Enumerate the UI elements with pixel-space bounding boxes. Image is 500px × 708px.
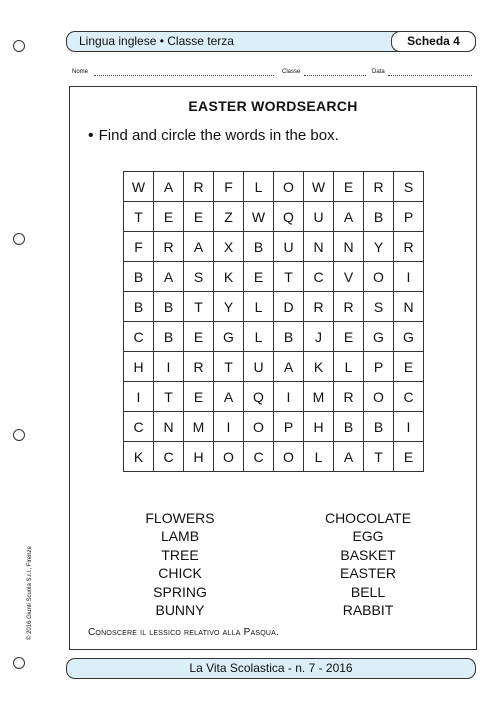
grid-cell[interactable]: C bbox=[304, 262, 334, 292]
word-item: BUNNY bbox=[155, 602, 205, 619]
footer-band: La Vita Scolastica - n. 7 - 2016 bbox=[66, 658, 476, 679]
binder-hole-middle-lower bbox=[13, 429, 25, 441]
grid-cell[interactable]: T bbox=[364, 442, 394, 472]
grid-cell[interactable]: I bbox=[214, 412, 244, 442]
grid-cell[interactable]: W bbox=[244, 202, 274, 232]
grid-cell[interactable]: S bbox=[364, 292, 394, 322]
grid-cell[interactable]: L bbox=[244, 292, 274, 322]
grid-cell[interactable]: T bbox=[274, 262, 304, 292]
grid-cell[interactable]: E bbox=[394, 442, 424, 472]
grid-cell[interactable]: A bbox=[334, 202, 364, 232]
grid-cell[interactable]: B bbox=[334, 412, 364, 442]
word-item: RABBIT bbox=[342, 602, 394, 619]
binder-hole-top bbox=[13, 40, 25, 52]
grid-cell[interactable]: W bbox=[124, 172, 154, 202]
grid-cell[interactable]: R bbox=[394, 232, 424, 262]
grid-cell[interactable]: F bbox=[124, 232, 154, 262]
grid-cell[interactable]: A bbox=[274, 352, 304, 382]
grid-cell[interactable]: A bbox=[154, 262, 184, 292]
word-list-left bbox=[130, 509, 230, 619]
grid-cell[interactable]: Y bbox=[214, 292, 244, 322]
grid-cell[interactable]: N bbox=[394, 292, 424, 322]
word-item: SPRING bbox=[153, 583, 207, 600]
copyright-notice: © 2016 Giunti Scuola S.r.l., Firenze bbox=[27, 546, 33, 640]
grid-cell[interactable]: O bbox=[244, 412, 274, 442]
header-band bbox=[66, 31, 476, 52]
grid-cell[interactable]: E bbox=[244, 262, 274, 292]
grid-cell[interactable]: O bbox=[214, 442, 244, 472]
grid-cell[interactable]: P bbox=[394, 202, 424, 232]
grid-cell[interactable]: R bbox=[334, 292, 364, 322]
grid-cell[interactable]: I bbox=[394, 412, 424, 442]
grid-cell[interactable]: M bbox=[304, 382, 334, 412]
learning-objective: Conoscere il lessico relativo alla Pasqua. bbox=[88, 627, 279, 638]
word-item: CHICK bbox=[158, 565, 202, 582]
word-item: EGG bbox=[352, 528, 384, 545]
grid-cell[interactable]: G bbox=[394, 322, 424, 352]
date-line[interactable] bbox=[388, 75, 472, 76]
grid-row bbox=[124, 202, 424, 232]
grid-cell[interactable]: I bbox=[124, 382, 154, 412]
name-label: Nome bbox=[72, 69, 89, 75]
worksheet-number: Scheda 4 bbox=[391, 31, 476, 52]
grid-cell[interactable]: A bbox=[154, 172, 184, 202]
grid-cell[interactable]: A bbox=[334, 442, 364, 472]
bullet-icon: • bbox=[88, 127, 94, 144]
grid-cell[interactable]: X bbox=[214, 232, 244, 262]
grid-cell[interactable]: G bbox=[364, 322, 394, 352]
worksheet-title: EASTER WORDSEARCH bbox=[188, 98, 358, 114]
subject-label: Lingua inglese • Classe terza bbox=[79, 34, 234, 48]
grid-cell[interactable]: U bbox=[274, 232, 304, 262]
grid-cell[interactable]: H bbox=[124, 352, 154, 382]
grid-cell[interactable]: T bbox=[184, 292, 214, 322]
word-item: EASTER bbox=[339, 565, 396, 582]
grid-cell[interactable]: U bbox=[244, 352, 274, 382]
binder-hole-middle-upper bbox=[13, 233, 25, 245]
grid-cell[interactable]: Q bbox=[274, 202, 304, 232]
grid-cell[interactable]: R bbox=[184, 352, 214, 382]
grid-cell[interactable]: Z bbox=[214, 202, 244, 232]
grid-cell[interactable]: C bbox=[124, 322, 154, 352]
grid-cell[interactable]: C bbox=[244, 442, 274, 472]
class-label: Classe bbox=[282, 69, 301, 75]
grid-row bbox=[124, 412, 424, 442]
grid-cell[interactable]: I bbox=[394, 262, 424, 292]
grid-cell[interactable]: E bbox=[184, 322, 214, 352]
grid-cell[interactable]: L bbox=[244, 322, 274, 352]
grid-cell[interactable]: D bbox=[274, 292, 304, 322]
grid-cell[interactable]: Q bbox=[244, 382, 274, 412]
grid-cell[interactable]: B bbox=[124, 262, 154, 292]
grid-cell[interactable]: O bbox=[364, 262, 394, 292]
word-item: BELL bbox=[350, 583, 386, 600]
grid-cell[interactable]: I bbox=[274, 382, 304, 412]
word-item: LAMB bbox=[160, 528, 200, 545]
grid-cell[interactable]: G bbox=[214, 322, 244, 352]
grid-cell[interactable]: B bbox=[244, 232, 274, 262]
instruction bbox=[88, 127, 339, 145]
grid-cell[interactable]: N bbox=[154, 412, 184, 442]
grid-cell[interactable]: T bbox=[214, 352, 244, 382]
grid-cell[interactable]: M bbox=[184, 412, 214, 442]
grid-cell[interactable]: C bbox=[154, 442, 184, 472]
grid-cell[interactable]: U bbox=[304, 202, 334, 232]
class-line[interactable] bbox=[304, 75, 366, 76]
word-item: BASKET bbox=[340, 546, 396, 563]
grid-cell[interactable]: B bbox=[124, 292, 154, 322]
grid-cell[interactable]: O bbox=[274, 172, 304, 202]
grid-cell[interactable]: O bbox=[274, 442, 304, 472]
grid-cell[interactable]: R bbox=[184, 172, 214, 202]
grid-cell[interactable]: P bbox=[364, 352, 394, 382]
grid-cell[interactable]: A bbox=[184, 232, 214, 262]
name-line[interactable] bbox=[94, 75, 274, 76]
grid-cell[interactable]: C bbox=[394, 382, 424, 412]
grid-cell[interactable]: E bbox=[184, 202, 214, 232]
grid-cell[interactable]: H bbox=[184, 442, 214, 472]
grid-cell[interactable]: K bbox=[304, 352, 334, 382]
word-item: CHOCOLATE bbox=[324, 510, 412, 526]
grid-row bbox=[124, 232, 424, 262]
grid-cell[interactable]: H bbox=[304, 412, 334, 442]
grid-row bbox=[124, 382, 424, 412]
grid-cell[interactable]: B bbox=[154, 322, 184, 352]
grid-cell[interactable]: B bbox=[274, 322, 304, 352]
wordsearch-grid bbox=[123, 171, 424, 472]
grid-cell[interactable]: T bbox=[124, 202, 154, 232]
grid-row bbox=[124, 442, 424, 472]
date-label: Data bbox=[372, 69, 385, 75]
grid-cell[interactable]: N bbox=[334, 232, 364, 262]
word-item: FLOWERS bbox=[145, 510, 215, 526]
worksheet-frame bbox=[69, 86, 477, 650]
grid-cell[interactable]: O bbox=[364, 382, 394, 412]
grid-row bbox=[124, 292, 424, 322]
grid-cell[interactable]: B bbox=[364, 412, 394, 442]
grid-row bbox=[124, 322, 424, 352]
word-item: TREE bbox=[161, 546, 199, 563]
grid-cell[interactable]: E bbox=[154, 202, 184, 232]
grid-cell[interactable]: I bbox=[154, 352, 184, 382]
grid-cell[interactable]: E bbox=[334, 322, 364, 352]
grid-cell[interactable]: R bbox=[304, 292, 334, 322]
grid-cell[interactable]: B bbox=[154, 292, 184, 322]
grid-cell[interactable]: R bbox=[364, 172, 394, 202]
grid-cell[interactable]: R bbox=[154, 232, 184, 262]
instruction-text: Find and circle the words in the box. bbox=[98, 127, 339, 144]
grid-cell[interactable]: E bbox=[334, 172, 364, 202]
grid-row bbox=[124, 262, 424, 292]
grid-cell[interactable]: K bbox=[124, 442, 154, 472]
binder-hole-bottom bbox=[13, 657, 25, 669]
grid-cell[interactable]: R bbox=[334, 382, 364, 412]
grid-cell[interactable]: P bbox=[274, 412, 304, 442]
word-list-right bbox=[308, 509, 428, 619]
grid-cell[interactable]: L bbox=[304, 442, 334, 472]
grid-cell[interactable]: C bbox=[124, 412, 154, 442]
grid-row bbox=[124, 352, 424, 382]
grid-cell[interactable]: S bbox=[394, 172, 424, 202]
grid-cell[interactable]: E bbox=[184, 382, 214, 412]
grid-cell[interactable]: S bbox=[184, 262, 214, 292]
grid-cell[interactable]: B bbox=[364, 202, 394, 232]
grid-cell[interactable]: V bbox=[334, 262, 364, 292]
grid-cell[interactable]: W bbox=[304, 172, 334, 202]
grid-cell[interactable]: L bbox=[334, 352, 364, 382]
grid-cell[interactable]: T bbox=[154, 382, 184, 412]
grid-cell[interactable]: N bbox=[304, 232, 334, 262]
grid-cell[interactable]: Y bbox=[364, 232, 394, 262]
grid-row bbox=[124, 172, 424, 202]
grid-cell[interactable]: F bbox=[214, 172, 244, 202]
grid-cell[interactable]: L bbox=[244, 172, 274, 202]
grid-cell[interactable]: K bbox=[214, 262, 244, 292]
grid-cell[interactable]: A bbox=[214, 382, 244, 412]
grid-cell[interactable]: E bbox=[394, 352, 424, 382]
grid-cell[interactable]: J bbox=[304, 322, 334, 352]
